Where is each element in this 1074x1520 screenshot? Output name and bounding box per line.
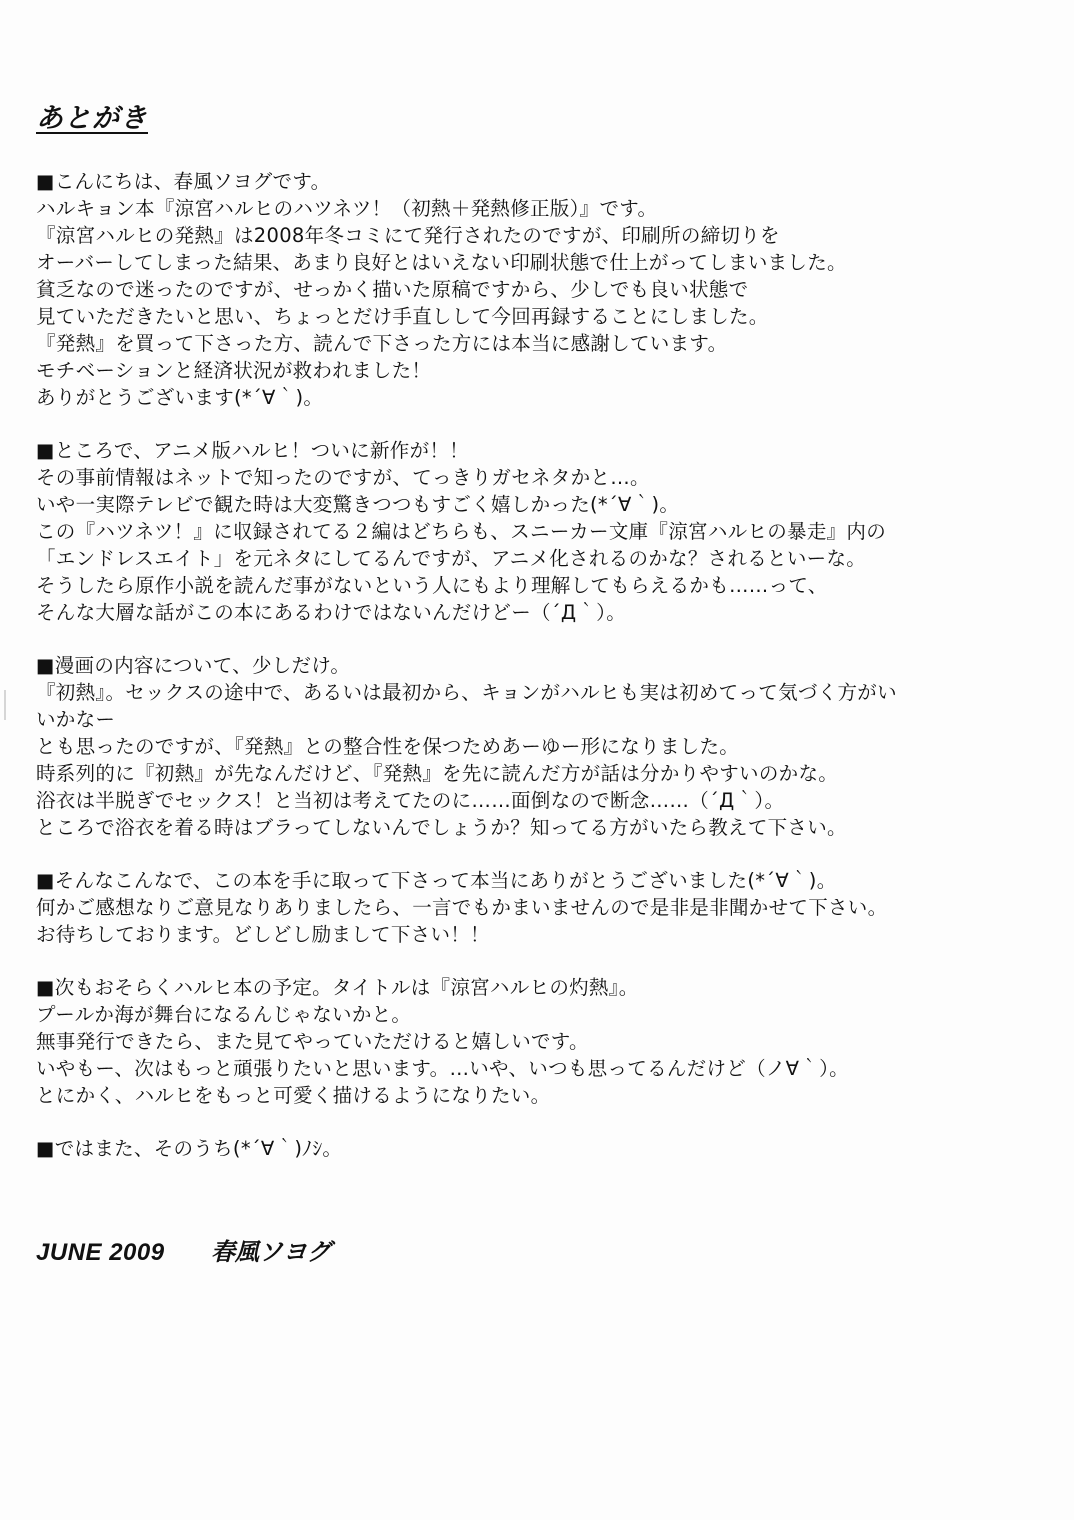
paragraph	[36, 437, 1046, 626]
afterword-body	[36, 168, 1046, 1188]
text-line: 『初熱』。セックスの途中で、あるいは最初から、キョンがハルヒも実は初めてって気づく方がい	[36, 681, 897, 704]
text-line: ■漫画の内容について、少しだけ。	[36, 654, 351, 677]
signature	[36, 1232, 331, 1267]
scan-binding-mark	[4, 690, 6, 720]
paragraph	[36, 1135, 1046, 1162]
signature-author: 春風ソヨグ	[210, 1238, 331, 1266]
text-line: とにかく、ハルヒをもっと可愛く描けるようになりたい。	[36, 1084, 551, 1107]
paragraph	[36, 867, 1046, 948]
text-line: お待ちしております。どしどし励まして下さい！！	[36, 923, 490, 946]
paragraph	[36, 652, 1046, 841]
text-line: いや一実際テレビで観た時は大変驚きつつもすごく嬉しかった(*´∀｀)。	[36, 493, 680, 516]
text-line: ■そんなこんなで、この本を手に取って下さって本当にありがとうございました(*´∀｀)。	[36, 869, 837, 892]
paragraph	[36, 168, 1046, 411]
text-line: いかなー	[36, 708, 116, 731]
text-line: その事前情報はネットで知ったのですが、てっきりガセネタかと…。	[36, 466, 650, 489]
text-line: 何かご感想なりご意見なりありましたら、一言でもかまいませんので是非是非聞かせて下さい。	[36, 896, 888, 919]
text-line: この『ハツネツ！』に収録されてる２編はどちらも、スニーカー文庫『涼宮ハルヒの暴走』内の	[36, 520, 887, 543]
text-line: オーバーしてしまった結果、あまり良好とはいえない印刷状態で仕上がってしまいました。	[36, 251, 847, 274]
text-line: ■こんにちは、春風ソヨグです。	[36, 170, 331, 193]
text-line: 「エンドレスエイト」を元ネタにしてるんですが、アニメ化されるのかな？されるといーな。	[36, 547, 867, 570]
text-line: ところで浴衣を着る時はブラってしないんでしょうか？知ってる方がいたら教えて下さい。	[36, 816, 847, 839]
text-line: 浴衣は半脱ぎでセックス！と当初は考えてたのに……面倒なので断念……（´Д｀）。	[36, 789, 785, 812]
text-line: 『涼宮ハルヒの発熱』は2008年冬コミにて発行されたのですが、印刷所の締切りを	[36, 224, 780, 247]
text-line: そんな大層な話がこの本にあるわけではないんだけどー（´Д｀）。	[36, 601, 627, 624]
text-line: ありがとうございます(*´∀｀)。	[36, 386, 324, 409]
text-line: ■ではまた、そのうち(*´∀｀)ﾉｼ。	[36, 1137, 343, 1160]
text-line: 貧乏なので迷ったのですが、せっかく描いた原稿ですから、少しでも良い状態で	[36, 278, 749, 301]
paragraph	[36, 974, 1046, 1109]
page-title: あとがき	[36, 103, 148, 134]
text-line: 時系列的に『初熱』が先なんだけど、『発熱』を先に読んだ方が話は分かりやすいのかな。	[36, 762, 839, 785]
text-line: 無事発行できたら、また見てやっていただけると嬉しいです。	[36, 1030, 589, 1053]
text-line: モチベーションと経済状況が救われました！	[36, 359, 432, 382]
text-line: ハルキョン本『涼宮ハルヒのハツネツ！（初熱＋発熱修正版）』です。	[36, 197, 658, 220]
text-line: ■ところで、アニメ版ハルヒ！ついに新作が！！	[36, 439, 469, 462]
text-line: 『発熱』を買って下さった方、読んで下さった方には本当に感謝しています。	[36, 332, 728, 355]
text-line: プールか海が舞台になるんじゃないかと。	[36, 1003, 412, 1026]
text-line: とも思ったのですが、『発熱』との整合性を保つためあーゆー形になりました。	[36, 735, 740, 758]
text-line: ■次もおそらくハルヒ本の予定。タイトルは『涼宮ハルヒの灼熱』。	[36, 976, 639, 999]
text-line: いやもー、次はもっと頑張りたいと思います。…いや、いつも思ってるんだけど（ノ∀｀）。	[36, 1057, 849, 1080]
signature-date: JUNE 2009	[36, 1239, 165, 1266]
text-line: そうしたら原作小説を読んだ事がないという人にもより理解してもらえるかも……って、	[36, 574, 828, 597]
text-line: 見ていただきたいと思い、ちょっとだけ手直しして今回再録することにしました。	[36, 305, 769, 328]
